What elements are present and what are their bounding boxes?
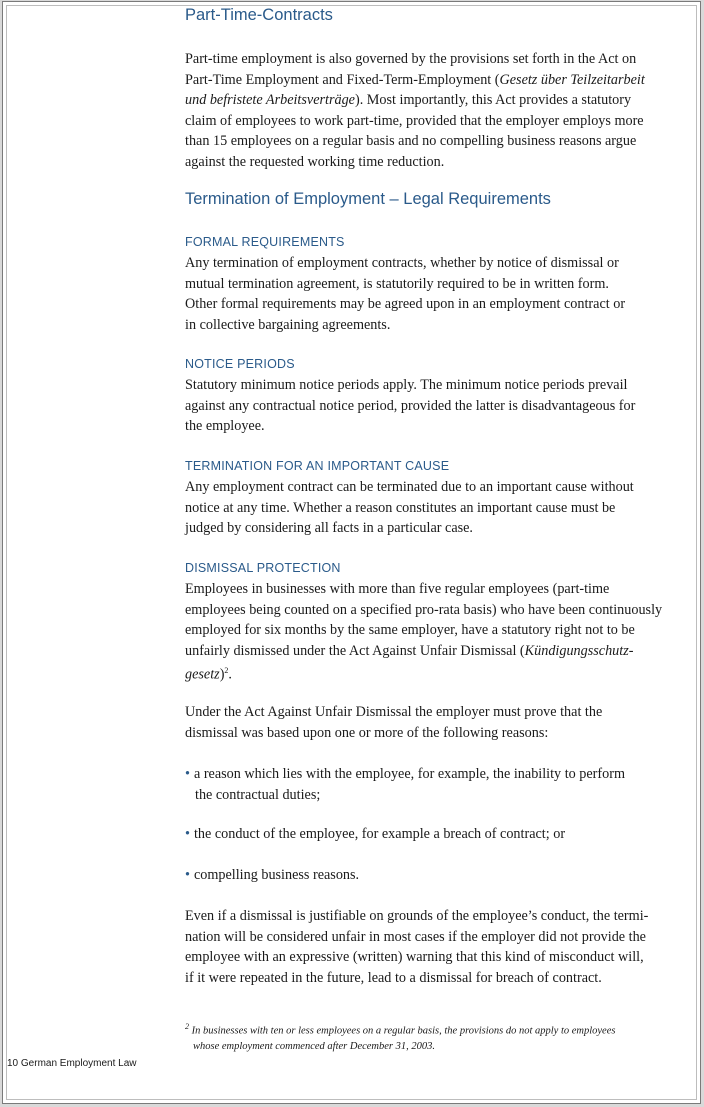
subheading-dismissal-protection: DISMISSAL PROTECTION	[185, 561, 341, 575]
paragraph-conduct-warning	[185, 906, 695, 988]
page-number: 10	[7, 1058, 19, 1069]
text-run-italic: gesetz	[185, 666, 220, 683]
text-line: if it were repeated in the future, lead to a dismissal for breach of contract.	[185, 969, 602, 986]
text-run: a reason which lies with the employee, for example, the inability to perform	[193, 766, 625, 782]
text-line: whose employment commenced after December 31, 2003.	[193, 1040, 436, 1052]
text-run: .	[228, 666, 232, 683]
text-line: judged by considering all facts in a particular case.	[185, 520, 473, 536]
list-item	[185, 764, 695, 805]
text-line: employees being counted on a specified pro-rata basis) who have been continuously	[185, 601, 663, 618]
text-line	[185, 764, 695, 785]
footnote-reference: 2	[224, 666, 229, 675]
text-line: Other formal requirements may be agreed upon in an employment contract or	[185, 296, 626, 312]
bullet-icon: •	[185, 826, 190, 842]
text-line	[185, 70, 695, 91]
subheading-formal-requirements: FORMAL REQUIREMENTS	[185, 235, 345, 249]
bullet-icon: •	[185, 766, 190, 782]
text-line	[185, 1019, 695, 1039]
text-line: Employees in businesses with more than five regular employees (part-time	[185, 581, 610, 597]
text-line: against any contractual notice period, provided the latter is disadvantageous for	[185, 397, 636, 414]
paragraph-part-time	[185, 49, 695, 172]
text-run: )	[219, 666, 225, 683]
text-line: Statutory minimum notice periods apply. The minimum notice periods prevail	[185, 377, 628, 393]
text-run: unfairly dismissed under the Act Against Unfair Dismissal (	[185, 642, 525, 659]
text-run: compelling business reasons.	[193, 867, 360, 883]
paragraph-dismissal-protection	[185, 579, 695, 685]
text-line: Any termination of employment contracts, whether by notice of dismissal or	[185, 255, 619, 271]
text-line	[185, 90, 695, 111]
text-line: in collective bargaining agreements.	[185, 316, 391, 333]
heading-termination: Termination of Employment – Legal Requirements	[185, 190, 551, 208]
paragraph-notice-periods	[185, 375, 695, 437]
footnote	[185, 1019, 695, 1054]
text-line: Under the Act Against Unfair Dismissal the employer must prove that the	[185, 704, 603, 720]
heading-part-time-contracts: Part-Time-Contracts	[185, 6, 333, 24]
text-run-italic: Gesetz über Teilzeitarbeit	[499, 71, 645, 88]
text-line: the contractual duties;	[195, 786, 321, 803]
text-line: employee with an expressive (written) warning that this kind of misconduct will,	[185, 949, 644, 965]
paragraph-reasons-intro	[185, 702, 695, 743]
text-run: the conduct of the employee, for example a breach of contract; or	[193, 826, 566, 842]
text-line: employed for six months by the same employer, have a statutory right not to be	[185, 622, 635, 638]
text-line	[185, 865, 695, 886]
text-run: Part-Time Employment and Fixed-Term-Employment (	[185, 71, 500, 88]
footnote-marker: 2	[185, 1022, 189, 1031]
subheading-notice-periods: NOTICE PERIODS	[185, 357, 295, 371]
footer-title: German Employment Law	[20, 1058, 137, 1069]
text-run-italic: Kündigungsschutz-	[524, 642, 634, 659]
text-line: against the requested working time reduction.	[185, 153, 445, 170]
page-footer	[7, 1058, 137, 1069]
text-line: claim of employees to work part-time, provided that the employer employs more	[185, 112, 644, 129]
text-line	[185, 661, 695, 685]
text-line	[185, 641, 695, 662]
text-run-italic: und befristete Arbeitsverträge	[185, 92, 355, 108]
text-line: Part-time employment is also governed by the provisions set forth in the Act on	[185, 51, 637, 67]
list-item	[185, 865, 695, 886]
text-line: mutual termination agreement, is statutorily required to be in written form.	[185, 275, 609, 292]
text-line: Any employment contract can be terminated due to an important cause without	[185, 479, 634, 495]
subheading-important-cause: TERMINATION FOR AN IMPORTANT CAUSE	[185, 459, 450, 473]
text-line	[185, 824, 695, 845]
text-line: nation will be considered unfair in most cases if the employer did not provide the	[185, 928, 646, 945]
list-item	[185, 824, 695, 845]
text-line: than 15 employees on a regular basis and no compelling business reasons argue	[185, 133, 637, 149]
text-run: In businesses with ten or less employees on a regular basis, the provisions do not apply to employees	[191, 1025, 616, 1037]
text-line: the employee.	[185, 418, 265, 434]
text-line: dismissal was based upon one or more of the following reasons:	[185, 724, 549, 741]
paragraph-formal-requirements	[185, 253, 695, 335]
text-run: ). Most importantly, this Act provides a statutory	[354, 92, 632, 108]
text-line: notice at any time. Whether a reason constitutes an important cause must be	[185, 499, 616, 516]
paragraph-important-cause	[185, 477, 695, 539]
text-line: Even if a dismissal is justifiable on grounds of the employee’s conduct, the termi-	[185, 908, 649, 924]
bullet-icon: •	[185, 867, 190, 883]
